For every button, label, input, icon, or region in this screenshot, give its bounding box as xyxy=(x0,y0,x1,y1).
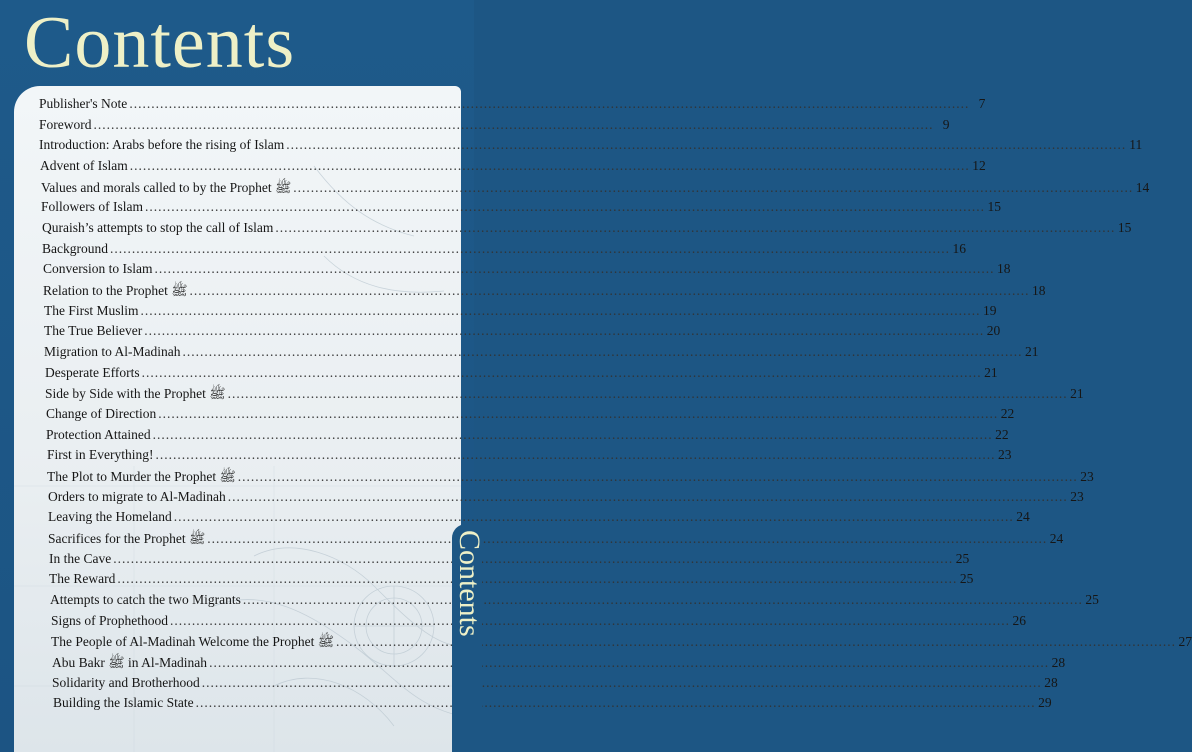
toc-leader-dots xyxy=(243,592,1083,608)
toc-leader-dots xyxy=(293,180,1133,196)
toc-entry-title: The People of Al-Madinah Welcome the Prophet ﷺ xyxy=(51,634,335,650)
toc-leader-dots xyxy=(130,158,970,174)
toc-leader-dots xyxy=(238,469,1078,485)
toc-entry-title: Relation to the Prophet ﷺ xyxy=(43,283,188,299)
toc-entry-page: 23 xyxy=(998,447,1012,463)
toc-entry-title: Introduction: Arabs before the rising of Islam xyxy=(39,137,285,153)
toc-entry xyxy=(51,612,1027,631)
toc-entry-title: Orders to migrate to Al-Madinah xyxy=(48,488,226,504)
toc-entry-page: 25 xyxy=(959,571,974,587)
toc-entry-page: 28 xyxy=(1044,674,1058,690)
toc-entry xyxy=(45,364,998,383)
toc-entry-page: 19 xyxy=(983,302,997,318)
toc-entry-page: 7 xyxy=(978,96,986,111)
toc-entry-title: Followers of Islam xyxy=(41,199,143,215)
toc-entry-title: Side by Side with the Prophet ﷺ xyxy=(45,386,226,402)
toc-entry xyxy=(52,654,1066,672)
toc-leader-dots xyxy=(182,344,1022,360)
toc-entry xyxy=(44,344,1039,362)
toc-leader-dots xyxy=(145,199,985,215)
toc-entry-page: 21 xyxy=(1070,386,1084,402)
toc-entry-title: The Plot to Murder the Prophet ﷺ xyxy=(47,469,236,485)
toc-leader-dots xyxy=(207,531,1047,547)
toc-entry xyxy=(45,385,1084,403)
toc-entry xyxy=(40,158,986,176)
toc-leader-dots xyxy=(158,406,998,422)
toc-entry-page: 26 xyxy=(1012,612,1027,628)
toc-entry-page: 25 xyxy=(955,550,970,566)
toc-entry-title: Foreword xyxy=(39,116,92,132)
toc-entry-title: Change of Direction xyxy=(46,406,157,422)
toc-entry xyxy=(44,323,1001,341)
toc-entry xyxy=(39,96,986,114)
toc-entry-page: 23 xyxy=(1070,488,1084,504)
toc-entry-title: Abu Bakr ﷺ in Al-Madinah xyxy=(52,655,208,671)
toc-entry-title: Conversion to Islam xyxy=(43,261,153,277)
toc-leader-dots xyxy=(174,509,1014,525)
toc-entry-title: Advent of Islam xyxy=(40,158,128,173)
toc-leader-dots xyxy=(275,220,1115,236)
toc-leader-dots xyxy=(94,117,934,133)
toc-entry-page: 24 xyxy=(1049,531,1064,547)
toc-entry xyxy=(47,468,1094,486)
toc-entry-title: Migration to Al-Madinah xyxy=(44,344,181,360)
toc-entry-page: 21 xyxy=(984,364,998,380)
toc-entry xyxy=(44,302,997,321)
toc-entry-page: 28 xyxy=(1051,655,1066,671)
toc-entry xyxy=(52,674,1058,693)
toc-entry-page: 18 xyxy=(1032,283,1046,299)
toc-leader-dots xyxy=(117,571,957,587)
toc-entry-page: 15 xyxy=(1117,220,1132,236)
page-title: Contents xyxy=(24,2,296,84)
toc-entry-page: 25 xyxy=(1085,592,1099,608)
side-tab-label: Contents xyxy=(453,530,486,637)
toc-leader-dots xyxy=(141,303,981,319)
toc-entry xyxy=(51,633,1192,651)
toc-entry-title: The First Muslim xyxy=(44,302,139,318)
toc-entry-title: The True Believer xyxy=(44,323,143,339)
toc-entry-title: Building the Islamic State xyxy=(53,695,194,711)
toc-leader-dots xyxy=(129,96,969,112)
toc-entry-page: 24 xyxy=(1016,509,1030,525)
toc-leader-dots xyxy=(156,447,996,463)
toc-entry-title: Signs of Prophethood xyxy=(51,612,169,628)
toc-entry xyxy=(46,406,1015,424)
toc-entry-page: 21 xyxy=(1024,344,1039,360)
toc-leader-dots xyxy=(144,323,984,339)
toc-entry-page: 14 xyxy=(1135,179,1150,195)
toc-entry xyxy=(53,695,1052,713)
toc-entry-title: Attempts to catch the two Migrants xyxy=(50,592,241,608)
toc-entry xyxy=(47,447,1012,465)
toc-entry-page: 27 xyxy=(1178,634,1192,650)
toc-entry xyxy=(46,426,1009,445)
toc-leader-dots xyxy=(142,365,982,381)
toc-entry-title: Publisher's Note xyxy=(39,96,128,111)
toc-entry-title: The Reward xyxy=(49,571,116,587)
toc-entry-page: 22 xyxy=(1000,406,1015,422)
toc-leader-dots xyxy=(153,427,993,443)
toc-entry xyxy=(39,116,950,135)
side-tab xyxy=(452,524,486,752)
toc-entry-page: 11 xyxy=(1129,137,1143,153)
toc-entry xyxy=(42,220,1132,238)
toc-leader-dots xyxy=(209,655,1049,671)
toc-entry-page: 20 xyxy=(986,323,1001,339)
toc-entry-page: 22 xyxy=(995,426,1009,442)
toc-entry xyxy=(48,509,1030,527)
toc-entry-page: 29 xyxy=(1038,695,1052,711)
toc-entry xyxy=(48,488,1084,507)
toc-entry-page: 23 xyxy=(1080,469,1094,485)
toc-entry xyxy=(42,240,966,259)
toc-leader-dots xyxy=(228,489,1068,505)
toc-entry-title: In the Cave xyxy=(49,550,112,566)
toc-entry-title: Values and morals called to by the Prophet ﷺ xyxy=(41,179,292,195)
toc-entry-page: 15 xyxy=(987,199,1001,215)
toc-entry xyxy=(49,550,970,569)
toc-entry xyxy=(41,199,1001,217)
toc-entry xyxy=(41,179,1150,197)
toc-leader-dots xyxy=(228,386,1068,402)
toc-entry-title: Background xyxy=(42,240,108,256)
toc-entry xyxy=(50,592,1099,610)
toc-leader-dots xyxy=(155,261,995,277)
toc-entry xyxy=(43,282,1046,300)
toc-entry-page: 16 xyxy=(952,240,966,256)
toc-leader-dots xyxy=(286,137,1126,153)
toc-entry-page: 18 xyxy=(997,261,1011,277)
toc-leader-dots xyxy=(196,695,1036,711)
toc-entry-page: 9 xyxy=(942,116,950,132)
toc-entry xyxy=(43,261,1011,279)
toc-leader-dots xyxy=(202,675,1042,691)
toc-entry xyxy=(49,571,974,589)
toc-entry-title: First in Everything! xyxy=(47,447,154,463)
toc-entry-title: Quraish’s attempts to stop the call of Islam xyxy=(42,220,274,236)
toc-leader-dots xyxy=(190,283,1030,299)
toc-entry-title: Solidarity and Brotherhood xyxy=(52,674,200,690)
toc-entry xyxy=(39,137,1143,155)
toc-entry-title: Sacrifices for the Prophet ﷺ xyxy=(48,531,206,547)
toc-leader-dots xyxy=(170,613,1010,629)
toc-entry-title: Protection Attained xyxy=(46,426,151,442)
toc-entry-title: Desperate Efforts xyxy=(45,364,140,380)
toc-entry-page: 12 xyxy=(972,158,986,173)
toc-leader-dots xyxy=(110,241,950,257)
toc-leader-dots xyxy=(113,551,953,567)
toc-entry-title: Leaving the Homeland xyxy=(48,509,172,525)
toc-entry xyxy=(48,530,1064,548)
